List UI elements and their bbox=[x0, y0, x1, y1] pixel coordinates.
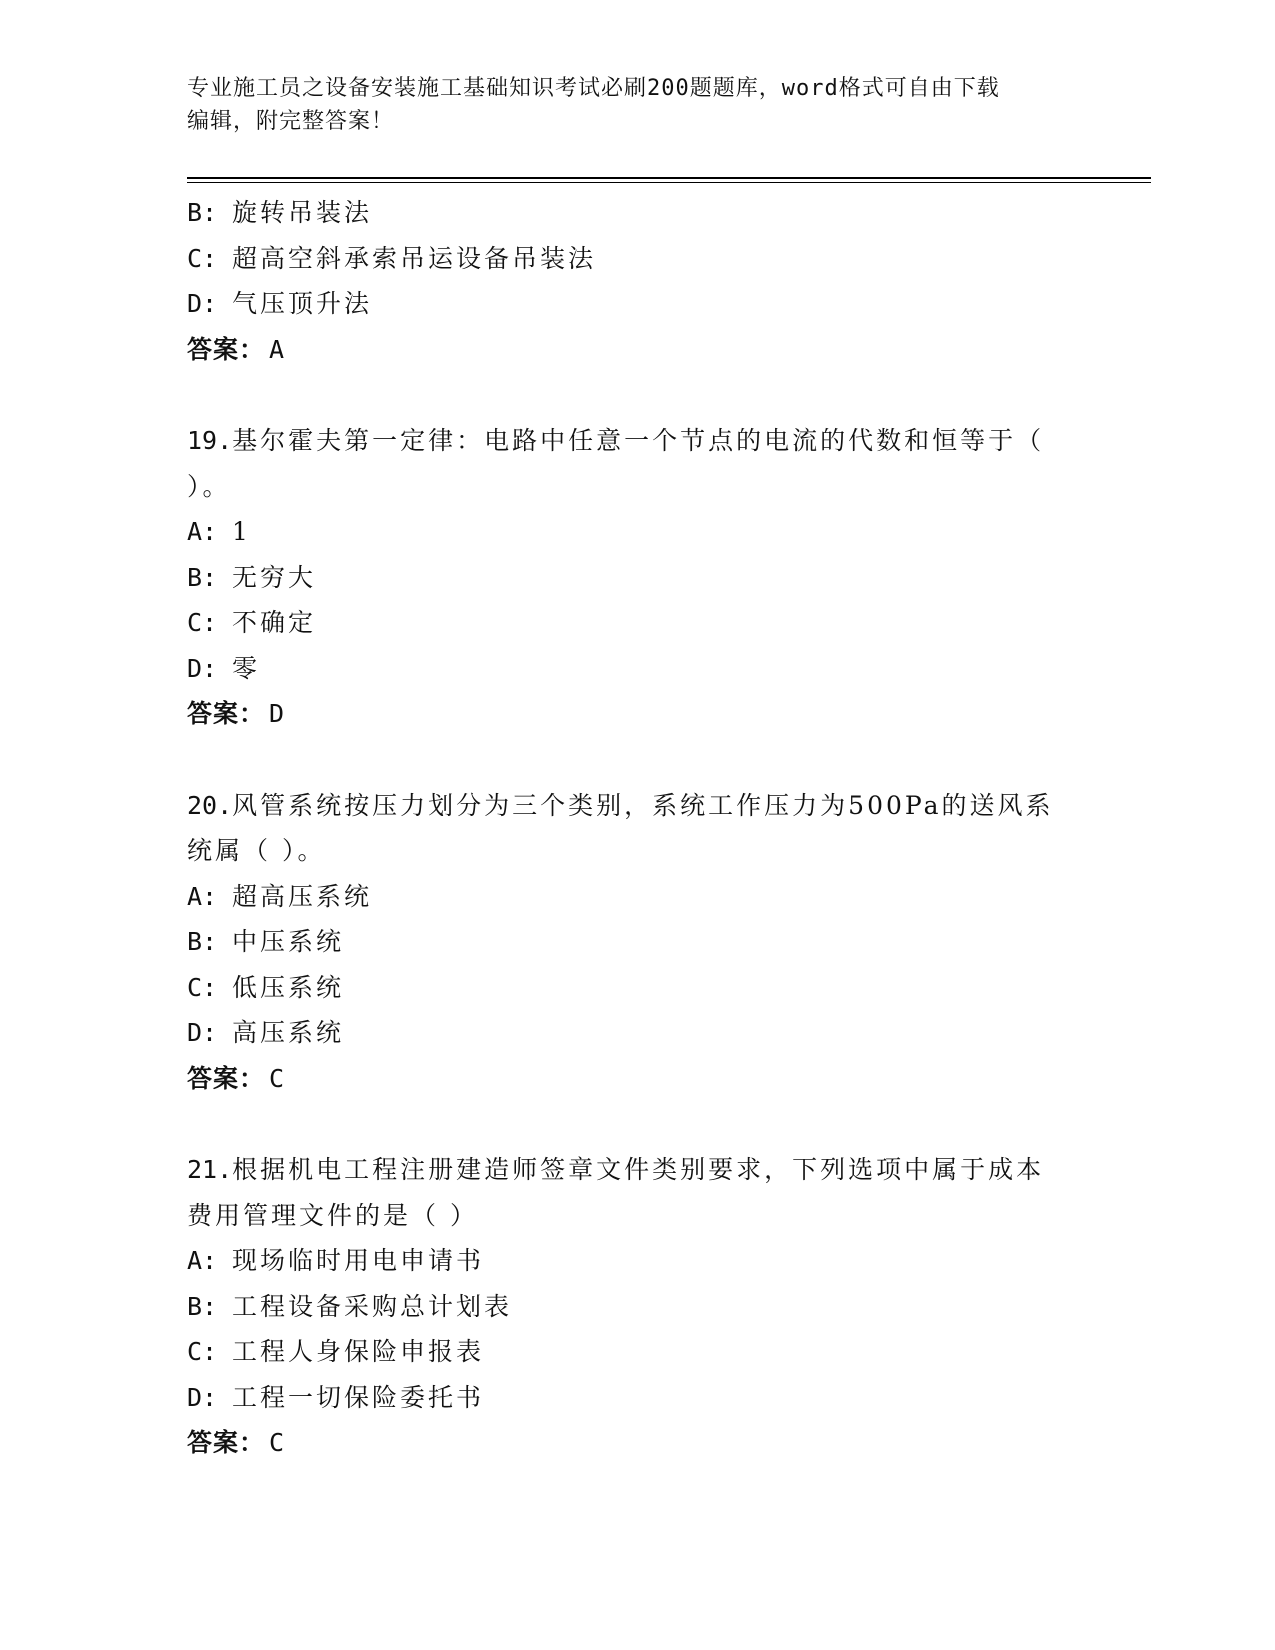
question-20 bbox=[187, 783, 1087, 1102]
option-d: D: 零 bbox=[187, 653, 261, 683]
option-d: D: 工程一切保险委托书 bbox=[187, 1382, 485, 1412]
option-c: C: 工程人身保险申报表 bbox=[187, 1337, 485, 1366]
question-text: 20.风管系统按压力划分为三个类别，系统工作压力为500Pa的送风系 统属（ ）。 bbox=[187, 790, 1054, 865]
option-b: B: 旋转吊装法 bbox=[187, 198, 373, 227]
prev-question-block bbox=[187, 190, 1087, 372]
option-c: C: 超高空斜承索吊运设备吊装法 bbox=[187, 243, 597, 273]
answer-line: 答案： A bbox=[187, 334, 286, 364]
document-header: 专业施工员之设备安装施工基础知识考试必刷200题题库，word格式可自由下载 编辑，附完整答案！ bbox=[187, 76, 1000, 134]
option-a: A: 现场临时用电申请书 bbox=[187, 1246, 485, 1275]
question-text: 19.基尔霍夫第一定律：电路中任意一个节点的电流的代数和恒等于（ ）。 bbox=[187, 426, 1045, 501]
question-text: 21.根据机电工程注册建造师签章文件类别要求，下列选项中属于成本 费用管理文件的是（ ） bbox=[187, 1155, 1045, 1230]
question-21 bbox=[187, 1147, 1087, 1466]
header-rule-thick bbox=[187, 177, 1151, 179]
header-rule-thin bbox=[187, 182, 1151, 183]
option-b: B: 中压系统 bbox=[187, 927, 345, 956]
answer-line: 答案： D bbox=[187, 699, 286, 728]
option-d: D: 气压顶升法 bbox=[187, 289, 373, 318]
option-c: C: 低压系统 bbox=[187, 972, 345, 1002]
answer-line: 答案： C bbox=[187, 1428, 286, 1457]
option-c: C: 不确定 bbox=[187, 608, 317, 637]
option-a: A: 1 bbox=[187, 517, 251, 546]
question-19 bbox=[187, 418, 1087, 737]
option-d: D: 高压系统 bbox=[187, 1018, 345, 1047]
answer-line: 答案： C bbox=[187, 1063, 286, 1093]
option-b: B: 无穷大 bbox=[187, 562, 317, 592]
document-body bbox=[187, 190, 1087, 1466]
option-a: A: 超高压系统 bbox=[187, 881, 373, 911]
option-b: B: 工程设备采购总计划表 bbox=[187, 1291, 513, 1321]
